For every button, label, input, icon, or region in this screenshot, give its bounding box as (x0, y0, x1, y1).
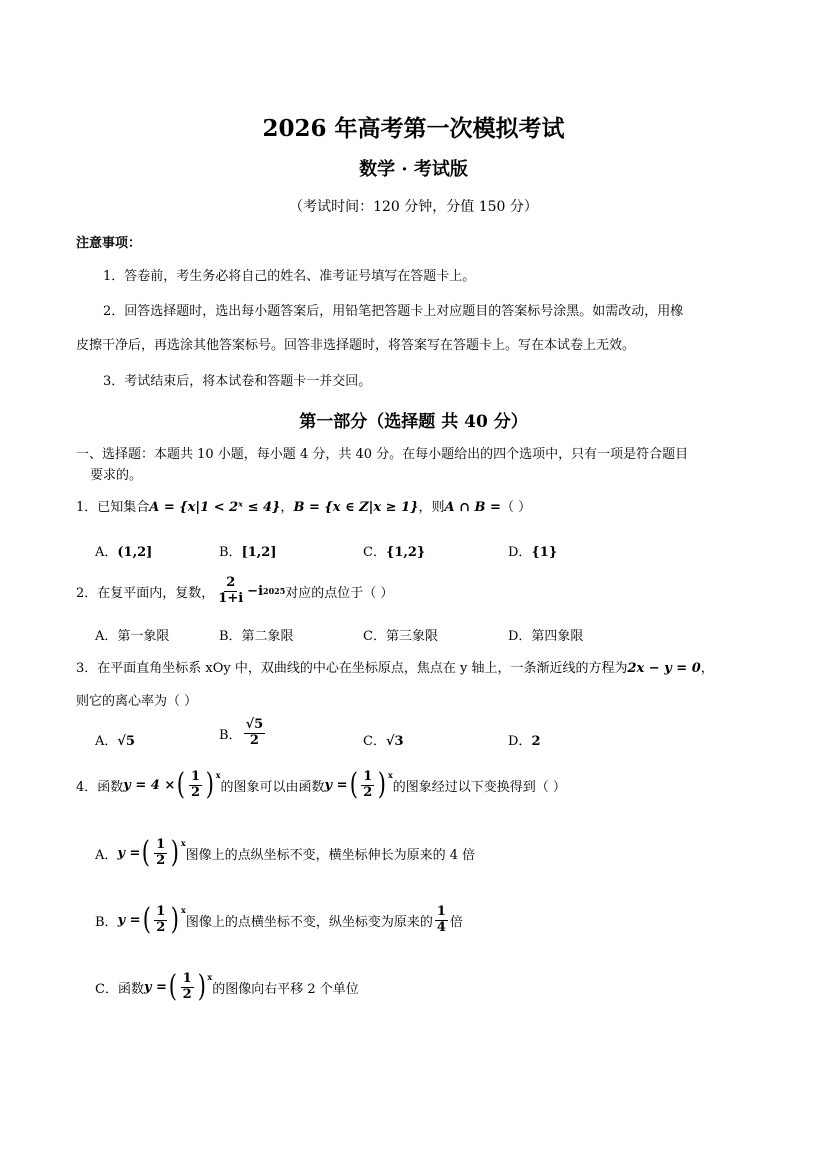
q4-func2-half: ( $\frac{1}{2}$ ) (349, 767, 387, 803)
q4-option-a-text: 图像上的点纵坐标不变，横坐标伸长为原来的 4 倍 (185, 847, 476, 863)
q4-option-b-text: 图像上的点横坐标不变，纵坐标变为原来的 (185, 914, 433, 930)
q4-option-c-half-den: 2 (182, 986, 192, 1002)
exam-subtitle: 数学 · 考试版 (359, 159, 468, 180)
q2-frac-den: 1+i (218, 590, 244, 606)
q4-func1-exp: x (215, 770, 221, 780)
q4-option-b-quarter (435, 905, 448, 936)
q3-line-1: 3．在平面直角坐标系 xOy 中，双曲线的中心在坐标原点，焦点在 y 轴上，一条渐近线的方程为 (76, 661, 628, 676)
q1-suffix: ，则 (418, 500, 445, 515)
q4-func1-half-num: 1 (190, 769, 201, 784)
q2-option-d[interactable]: D．第四象限 (508, 629, 584, 644)
notice-item-3: 3．考试结束后，将本试卷和答题卡一并交回。 (103, 374, 372, 389)
q4-func2-half-num: 1 (363, 769, 373, 784)
q3-option-d-label: D． (508, 734, 532, 749)
notice-item-2-line-2: 皮擦干净后，再选涂其他答案标号。回答非选择题时，将答案写在答题卡上。写在本试卷上无效。 (76, 338, 636, 353)
part1-intro-line-2: 要求的。 (90, 468, 143, 483)
q3-option-a[interactable] (95, 730, 135, 749)
q1-option-d[interactable] (508, 541, 557, 560)
q4-option-a[interactable] (95, 835, 476, 871)
q2-option-b[interactable]: B．第二象限 (219, 629, 294, 644)
q1-option-d-label: D． (508, 545, 532, 560)
q3-option-a-value: √5 (117, 734, 135, 749)
q4-prefix: 4．函数 (76, 779, 124, 795)
q1-option-c-label: C． (363, 545, 386, 560)
q1-option-b[interactable] (219, 541, 276, 560)
notice-item-2-line-1: 2．回答选择题时，选出每小题答案后，用铅笔把答题卡上对应题目的答案标号涂黑。如需改动，用橡 (103, 304, 684, 319)
q3-option-b-num: √5 (245, 717, 264, 732)
q4-option-b-half-den: 2 (156, 919, 166, 935)
q2-rest: −i (247, 583, 264, 599)
q3-option-c-value: √3 (385, 734, 404, 749)
q1-option-a-label: A． (95, 545, 118, 560)
part1-intro-line-1: 一、选择题：本题共 10 小题，每小题 4 分，共 40 分。在每小题给出的四个选项中，只有一项是符合题目 (76, 447, 689, 462)
q1-set-a: A = {x|1 < 2ˣ ≤ 4} (149, 500, 281, 515)
question-3-stem-line-1 (76, 657, 714, 676)
q4-option-b-half: ( $\frac{1}{2}$ ) (142, 902, 180, 938)
q4-func1-half: ( $\frac{1}{2}$ ) (177, 767, 214, 803)
question-2-stem (76, 576, 393, 607)
q4-option-c-half-num: 1 (182, 971, 192, 986)
part1-heading: 第一部分（选择题 共 40 分） (299, 412, 528, 432)
q2-exponent: 2025 (263, 586, 286, 597)
q4-option-a-label: A． (95, 847, 118, 863)
q1-option-b-value: [1,2] (241, 545, 277, 560)
q1-option-a[interactable] (95, 541, 152, 560)
q4-suffix: 的图象经过以下变换得到（ ） (392, 779, 566, 795)
q1-option-d-value: {1} (531, 545, 558, 560)
q4-func1-half-den: 2 (190, 784, 201, 800)
q4-func2-half-den: 2 (363, 784, 373, 800)
q2-prefix: 2．在复平面内，复数， (76, 585, 215, 601)
q4-option-a-exp: x (180, 838, 186, 848)
q1-prefix: 1．已知集合 (76, 500, 150, 515)
q1-blank: （ ） (500, 500, 532, 515)
q3-option-a-label: A． (95, 734, 118, 749)
q2-frac-num: 2 (226, 575, 236, 590)
q2-option-c[interactable]: C．第三象限 (363, 629, 438, 644)
exam-title: 2026 年高考第一次模拟考试 (262, 115, 565, 142)
question-1-stem (76, 496, 531, 515)
q3-option-b-label: B． (219, 727, 242, 743)
q1-set-b: B = {x ∈ Z|x ≥ 1} (293, 500, 419, 515)
q4-mid: 的图象可以由函数 (220, 779, 325, 795)
notice-heading: 注意事项： (76, 236, 142, 251)
q4-func2-lhs: y = (324, 777, 348, 793)
q4-option-b-quarter-num: 1 (436, 904, 446, 919)
q4-option-c-exp: x (207, 972, 213, 982)
q4-option-c[interactable] (95, 969, 359, 1005)
q4-option-a-half-num: 1 (156, 837, 166, 852)
q3-comma: ， (700, 661, 714, 676)
q2-option-a[interactable]: A．第一象限 (95, 629, 170, 644)
q1-sep: ， (280, 500, 294, 515)
q4-func1-lhs: y = 4 × (123, 777, 176, 793)
q4-option-b-tail: 倍 (449, 914, 463, 930)
q4-option-b-func: y = (117, 912, 141, 928)
q3-option-b-den: 2 (249, 732, 259, 748)
q3-option-d-value: 2 (531, 734, 541, 749)
q2-suffix: 对应的点位于（ ） (285, 585, 394, 601)
q3-option-d[interactable] (508, 730, 540, 749)
q3-line-2: 则它的离心率为（ ） (76, 694, 198, 709)
q3-option-b-fraction (244, 718, 266, 749)
q4-option-b-half-num: 1 (156, 904, 166, 919)
q3-equation: 2x − y = 0 (627, 661, 701, 676)
q1-option-b-label: B． (219, 545, 242, 560)
q4-option-b-exp: x (181, 905, 186, 915)
question-4-stem (76, 767, 566, 803)
q4-option-b[interactable] (95, 902, 463, 938)
q4-option-c-label: C．函数 (95, 981, 144, 997)
q4-option-a-half: ( $\frac{1}{2}$ ) (142, 835, 180, 871)
q4-option-c-half: ( $\frac{1}{2}$ ) (168, 969, 206, 1005)
notice-item-1: 1．答卷前，考生务必将自己的姓名、准考证号填写在答题卡上。 (103, 269, 476, 284)
q4-option-c-func: y = (143, 979, 167, 995)
q3-option-c[interactable] (363, 730, 404, 749)
q1-option-c[interactable] (363, 541, 425, 560)
q4-option-b-label: B． (95, 914, 118, 930)
q1-expression: A ∩ B = (444, 500, 501, 515)
q4-option-a-half-den: 2 (156, 852, 166, 868)
exam-time-info: （考试时间：120 分钟，分值 150 分） (289, 199, 538, 215)
q1-option-c-value: {1,2} (385, 545, 426, 560)
q2-fraction (216, 576, 245, 607)
q3-option-b[interactable] (219, 718, 267, 749)
q4-func2-exp: x (388, 770, 393, 780)
q4-option-b-quarter-den: 4 (436, 919, 446, 935)
q4-option-c-text: 的图像向右平移 2 个单位 (212, 981, 359, 997)
q3-option-c-label: C． (363, 734, 386, 749)
q4-option-a-func: y = (117, 845, 141, 861)
q1-option-a-value: (1,2] (117, 545, 153, 560)
